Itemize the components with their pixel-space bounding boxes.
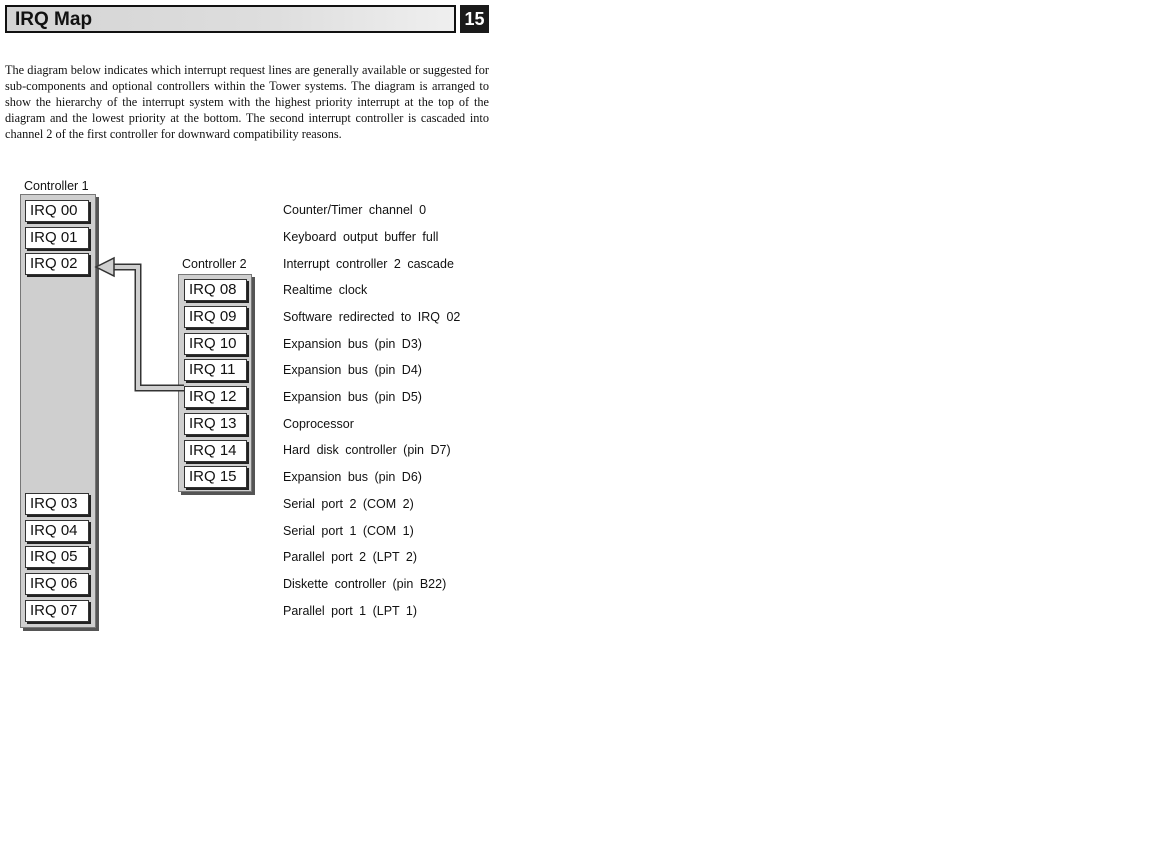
page-number-badge: 15 [460,5,489,33]
irq-box-07: IRQ 07 [25,600,89,622]
irq-box-09: IRQ 09 [184,306,247,328]
irq-box-13: IRQ 13 [184,413,247,435]
intro-paragraph: The diagram below indicates which interrupt request lines are generally available or suggested for sub-components and optional controllers within the Tower systems. The diagram is arranged to show the hierarchy of the interrupt system with the highest priority interrupt at the top of the diagram and the lowest priority at the bottom. The second interrupt controller is cascaded into channel 2 of the first controller for downward compatibility reasons. [5,63,489,141]
irq-desc-11: Expansion bus (pin D4) [283,363,422,377]
irq-box-00: IRQ 00 [25,200,89,222]
controller-1-label: Controller 1 [24,179,89,193]
cascade-arrow [0,0,300,640]
irq-desc-00: Counter/Timer channel 0 [283,203,427,217]
page-title: IRQ Map [15,9,93,30]
irq-desc-01: Keyboard output buffer full [283,230,439,244]
irq-box-10: IRQ 10 [184,333,247,355]
controller-2-label: Controller 2 [182,257,247,271]
irq-desc-12: Expansion bus (pin D5) [283,390,422,404]
irq-desc-06: Diskette controller (pin B22) [283,577,447,591]
irq-box-14: IRQ 14 [184,440,247,462]
irq-desc-04: Serial port 1 (COM 1) [283,524,414,538]
irq-box-06: IRQ 06 [25,573,89,595]
irq-box-11: IRQ 11 [184,359,247,381]
irq-box-03: IRQ 03 [25,493,89,515]
irq-box-02: IRQ 02 [25,253,89,275]
irq-desc-05: Parallel port 2 (LPT 2) [283,550,418,564]
irq-box-15: IRQ 15 [184,466,247,488]
irq-desc-13: Coprocessor [283,417,354,431]
irq-desc-07: Parallel port 1 (LPT 1) [283,604,418,618]
irq-desc-09: Software redirected to IRQ 02 [283,310,461,324]
irq-box-05: IRQ 05 [25,546,89,568]
irq-box-01: IRQ 01 [25,227,89,249]
irq-desc-08: Realtime clock [283,283,368,297]
irq-desc-14: Hard disk controller (pin D7) [283,443,451,457]
irq-desc-15: Expansion bus (pin D6) [283,470,422,484]
irq-box-04: IRQ 04 [25,520,89,542]
irq-desc-03: Serial port 2 (COM 2) [283,497,414,511]
irq-desc-10: Expansion bus (pin D3) [283,337,422,351]
irq-box-08: IRQ 08 [184,279,247,301]
irq-box-12: IRQ 12 [184,386,247,408]
irq-desc-02: Interrupt controller 2 cascade [283,257,454,271]
